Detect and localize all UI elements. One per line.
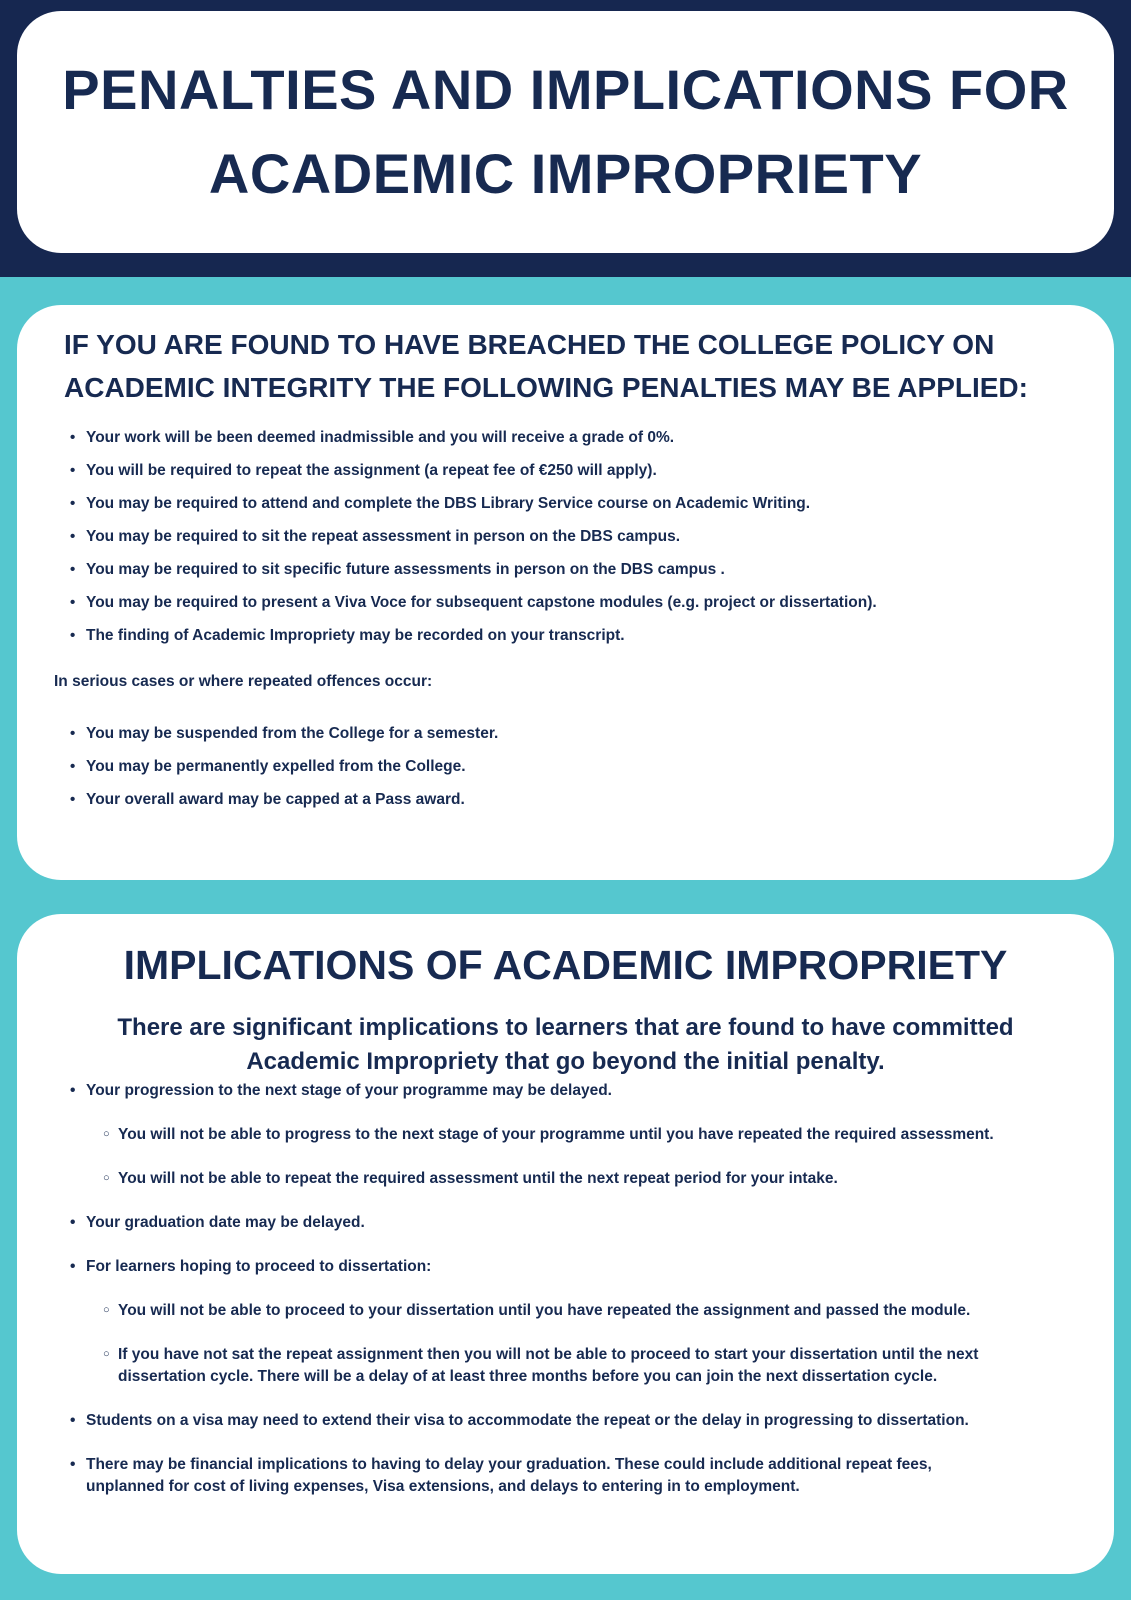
page-title-line-1: PENALTIES AND IMPLICATIONS FOR	[62, 58, 1069, 121]
list-item: • You may be required to present a Viva Voce for subsequent capstone modules (e.g. project or dissertation).	[86, 593, 877, 613]
implications-heading: IMPLICATIONS OF ACADEMIC IMPROPRIETY	[123, 942, 1008, 988]
serious-cases-label: In serious cases or where repeated offences occur:	[54, 673, 433, 690]
list-item: • Your graduation date may be delayed.	[86, 1212, 365, 1233]
header-band	[0, 0, 1131, 277]
implications-card	[17, 914, 1114, 1574]
list-item-continuation: unplanned for cost of living expenses, Visa extensions, and delays to entering in to employment.	[86, 1478, 800, 1495]
sub-list-item: ○ You will not be able to progress to the next stage of your programme until you have repeated the required assessment.	[118, 1124, 994, 1145]
implications-subheading-line-1: There are significant implications to learners that are found to have committed	[117, 1014, 1014, 1041]
list-item: • Your work will be been deemed inadmissible and you will receive a grade of 0%.	[86, 428, 674, 448]
list-item: • The finding of Academic Impropriety may be recorded on your transcript.	[86, 626, 625, 646]
penalties-heading-line-2: ACADEMIC INTEGRITY THE FOLLOWING PENALTIES MAY BE APPLIED:	[64, 372, 1028, 403]
list-item: • You may be required to attend and complete the DBS Library Service course on Academic Writing.	[86, 494, 810, 514]
title-card	[17, 11, 1114, 253]
list-item: • Students on a visa may need to extend their visa to accommodate the repeat or the delay in progressing to dissertation.	[86, 1410, 969, 1431]
implications-subheading-line-2: Academic Impropriety that go beyond the initial penalty.	[246, 1048, 885, 1075]
penalties-card	[17, 305, 1114, 880]
list-item: • There may be financial implications to having to delay your graduation. These could include additional repeat fees,	[86, 1454, 932, 1475]
implications-subheading	[57, 1011, 1074, 1079]
list-item: • Your progression to the next stage of your programme may be delayed.	[86, 1080, 612, 1101]
sub-list-item-continuation: dissertation cycle. There will be a delay of at least three months before you can join the next dissertation cycle.	[118, 1368, 938, 1385]
penalties-heading	[64, 323, 1084, 409]
list-item: • You may be required to sit the repeat assessment in person on the DBS campus.	[86, 527, 680, 547]
sub-list-item: ○ You will not be able to repeat the required assessment until the next repeat period for your intake.	[118, 1168, 838, 1189]
list-item: • For learners hoping to proceed to dissertation:	[86, 1256, 431, 1277]
list-item: • You may be required to sit specific future assessments in person on the DBS campus .	[86, 560, 725, 580]
list-item: • You may be suspended from the College for a semester.	[86, 724, 498, 744]
list-item: • Your overall award may be capped at a Pass award.	[86, 790, 465, 810]
page-title-line-2: ACADEMIC IMPROPRIETY	[208, 142, 923, 205]
list-item: • You will be required to repeat the assignment (a repeat fee of €250 will apply).	[86, 461, 657, 481]
sub-list-item: ○ You will not be able to proceed to your dissertation until you have repeated the assignment and passed the module.	[118, 1300, 970, 1321]
list-item: • You may be permanently expelled from the College.	[86, 757, 466, 777]
penalties-heading-line-1: IF YOU ARE FOUND TO HAVE BREACHED THE COLLEGE POLICY ON	[64, 329, 995, 360]
sub-list-item: ○ If you have not sat the repeat assignment then you will not be able to proceed to start your dissertation until the next	[118, 1344, 978, 1365]
